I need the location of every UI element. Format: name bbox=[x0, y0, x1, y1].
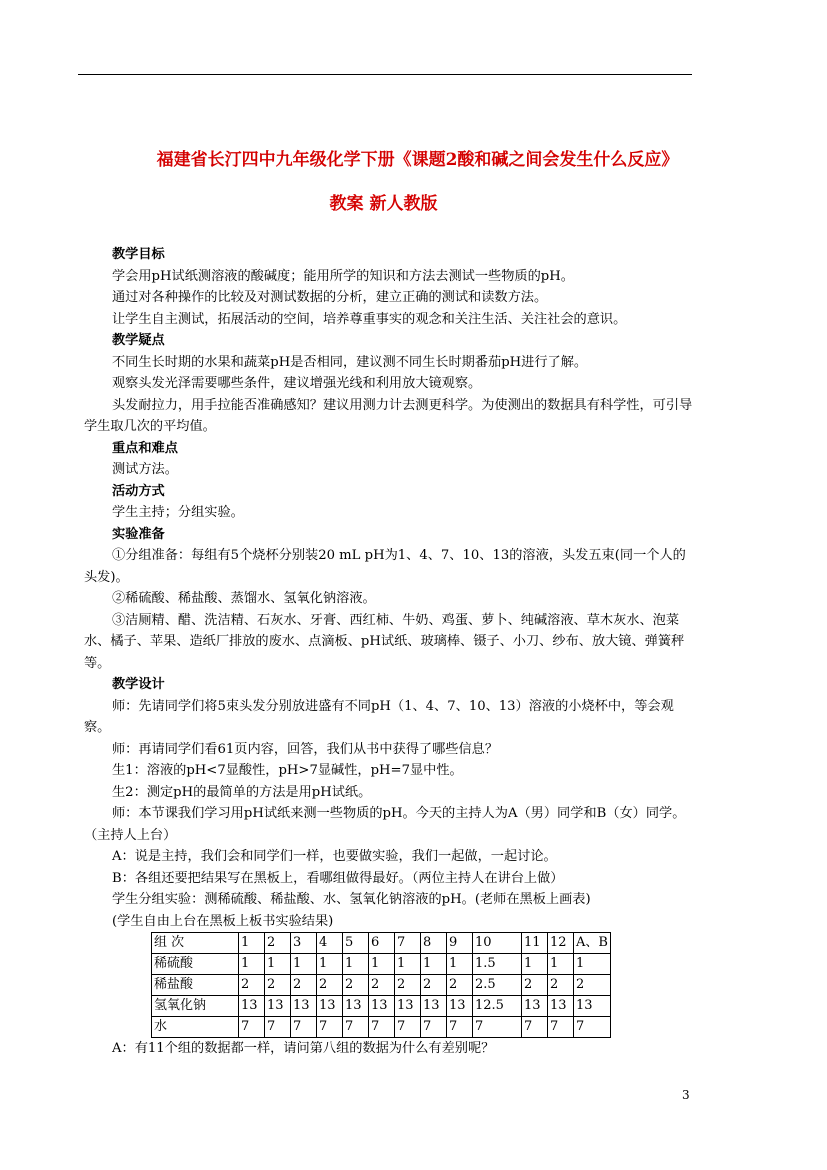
table-cell: 2 bbox=[317, 975, 343, 996]
paragraph: B：各组还要把结果写在黑板上，看哪组做得最好。（两位主持人在讲台上做） bbox=[112, 870, 564, 886]
paragraph: A：说是主持，我们会和同学们一样，也要做实验，我们一起做，一起讨论。 bbox=[112, 849, 557, 864]
table-cell: 1 bbox=[369, 954, 395, 975]
table-cell: 7 bbox=[291, 1017, 317, 1038]
table-cell: 1 bbox=[239, 933, 265, 954]
section-heading-prep: 实验准备 bbox=[112, 526, 165, 542]
table-cell: 13 bbox=[291, 996, 317, 1017]
table-cell: 组 次 bbox=[152, 933, 239, 954]
table-cell: 2 bbox=[522, 975, 548, 996]
paragraph: 生1：溶液的pH<7显酸性，pH>7显碱性，pH=7显中性。 bbox=[112, 763, 463, 778]
table-cell: 13 bbox=[343, 996, 369, 1017]
paragraph: ③洁厕精、醋、洗洁精、石灰水、牙膏、西红柿、牛奶、鸡蛋、萝卜、纯碱溶液、草木灰水、泡菜水、橘子、苹果、造纸厂排放的废水、点滴板、pH试纸、玻璃棒、镊子、小刀、纱布、放大镜、弹簧秤等。 bbox=[84, 612, 685, 671]
table-row bbox=[152, 975, 611, 996]
table-cell: 10 bbox=[473, 933, 522, 954]
table-cell: 2 bbox=[239, 975, 265, 996]
table-cell: 13 bbox=[317, 996, 343, 1017]
table-cell: 1.5 bbox=[473, 954, 522, 975]
table-cell: 13 bbox=[447, 996, 473, 1017]
table-cell: 4 bbox=[317, 933, 343, 954]
table-cell: 13 bbox=[265, 996, 291, 1017]
table-note: (学生自由上台在黑板上板书实验结果) bbox=[112, 913, 334, 929]
paragraph: ①分组准备：每组有5个烧杯分别装20 mL pH为1、4、7、10、13的溶液，头发五束(同一个人的头发)。 bbox=[84, 548, 686, 585]
table-cell: 1 bbox=[265, 954, 291, 975]
table-cell: 12 bbox=[548, 933, 574, 954]
header-rule bbox=[78, 74, 692, 75]
table-cell: 7 bbox=[369, 1017, 395, 1038]
table-cell: 8 bbox=[421, 933, 447, 954]
paragraph: ②稀硫酸、稀盐酸、蒸馏水、氢氧化钠溶液。 bbox=[112, 591, 376, 606]
table-cell: 13 bbox=[548, 996, 574, 1017]
paragraph: 观察头发光泽需要哪些条件，建议增强光线和利用放大镜观察。 bbox=[112, 376, 482, 391]
table-cell: 12.5 bbox=[473, 996, 522, 1017]
section-heading-design: 教学设计 bbox=[112, 677, 165, 692]
table-cell: 2 bbox=[548, 975, 574, 996]
table-cell: 2 bbox=[265, 933, 291, 954]
document-title-line1: 福建省长汀四中九年级化学下册《课题2酸和碱之间会发生什么反应》 bbox=[156, 150, 679, 170]
document-body bbox=[84, 244, 696, 1060]
table-row bbox=[152, 996, 611, 1017]
table-cell: 13 bbox=[239, 996, 265, 1017]
paragraph: 师：本节课我们学习用pH试纸来测一些物质的pH。今天的主持人为A（男）同学和B（女）同学。（主持人上台） bbox=[84, 806, 686, 843]
table-cell: 2 bbox=[447, 975, 473, 996]
table-cell: 稀硫酸 bbox=[152, 954, 239, 975]
table-cell: 1 bbox=[343, 954, 369, 975]
table-cell: 13 bbox=[395, 996, 421, 1017]
table-cell: 7 bbox=[395, 1017, 421, 1038]
table-cell: 9 bbox=[447, 933, 473, 954]
table-row bbox=[152, 1017, 611, 1038]
paragraph: 师：先请同学们将5束头发分别放进盛有不同pH（1、4、7、10、13）溶液的小烧杯中，等会观察。 bbox=[84, 698, 674, 735]
table-cell: 1 bbox=[548, 954, 574, 975]
table-cell: 氢氧化钠 bbox=[152, 996, 239, 1017]
table-cell: 13 bbox=[421, 996, 447, 1017]
paragraph: 不同生长时期的水果和蔬菜pH是否相同，建议测不同生长时期番茄pH进行了解。 bbox=[112, 354, 588, 370]
paragraph: 师：再请同学们看61页内容，回答，我们从书中获得了哪些信息？ bbox=[112, 741, 499, 757]
table-cell: 2 bbox=[343, 975, 369, 996]
table-cell: 7 bbox=[317, 1017, 343, 1038]
table-cell: 2 bbox=[574, 975, 611, 996]
table-cell: 3 bbox=[291, 933, 317, 954]
table-cell: 2 bbox=[369, 975, 395, 996]
table-cell: 1 bbox=[574, 954, 611, 975]
table-cell: 2.5 bbox=[473, 975, 522, 996]
table-cell: 1 bbox=[291, 954, 317, 975]
table-header-row bbox=[152, 933, 611, 954]
document-title-line2: 教案 新人教版 bbox=[329, 194, 438, 214]
table-cell: 7 bbox=[395, 933, 421, 954]
table-cell: 1 bbox=[395, 954, 421, 975]
table-cell: 2 bbox=[421, 975, 447, 996]
table-cell: 7 bbox=[447, 1017, 473, 1038]
table-cell: A、B bbox=[574, 933, 611, 954]
paragraph: 头发耐拉力，用手拉能否准确感知？建议用测力计去测更科学。为使测出的数据具有科学性，可引导学生取几次的平均值。 bbox=[84, 397, 693, 434]
paragraph: 测试方法。 bbox=[112, 462, 178, 477]
table-cell: 7 bbox=[574, 1017, 611, 1038]
table-cell: 2 bbox=[395, 975, 421, 996]
paragraph: 学生分组实验：测稀硫酸、稀盐酸、水、氢氧化钠溶液的pH。(老师在黑板上画表) bbox=[112, 892, 591, 907]
paragraph: 生2：测定pH的最简单的方法是用pH试纸。 bbox=[112, 784, 372, 800]
section-heading-questions: 教学疑点 bbox=[112, 333, 165, 348]
table-cell: 11 bbox=[522, 933, 548, 954]
section-heading-key-points: 重点和难点 bbox=[112, 440, 178, 456]
table-cell: 2 bbox=[265, 975, 291, 996]
table-cell: 2 bbox=[291, 975, 317, 996]
table-cell: 1 bbox=[317, 954, 343, 975]
table-cell: 稀盐酸 bbox=[152, 975, 239, 996]
paragraph: 学生主持；分组实验。 bbox=[112, 505, 244, 520]
table-cell: 6 bbox=[369, 933, 395, 954]
paragraph: 学会用pH试纸测溶液的酸碱度；能用所学的知识和方法去测试一些物质的pH。 bbox=[112, 268, 574, 284]
table-cell: 5 bbox=[343, 933, 369, 954]
table-cell: 7 bbox=[473, 1017, 522, 1038]
paragraph: 通过对各种操作的比较及对测试数据的分析，建立正确的测试和读数方法。 bbox=[112, 290, 548, 305]
table-cell: 1 bbox=[421, 954, 447, 975]
table-cell: 7 bbox=[343, 1017, 369, 1038]
table-cell: 7 bbox=[548, 1017, 574, 1038]
table-cell: 1 bbox=[239, 954, 265, 975]
table-cell: 13 bbox=[522, 996, 548, 1017]
page-number: 3 bbox=[682, 1088, 690, 1102]
table-cell: 7 bbox=[265, 1017, 291, 1038]
table-cell: 7 bbox=[421, 1017, 447, 1038]
table-cell: 13 bbox=[574, 996, 611, 1017]
table-cell: 1 bbox=[447, 954, 473, 975]
table-cell: 1 bbox=[522, 954, 548, 975]
table-cell: 7 bbox=[522, 1017, 548, 1038]
paragraph: A：有11个组的数据都一样，请问第八组的数据为什么有差别呢？ bbox=[112, 1041, 495, 1056]
section-heading-activity: 活动方式 bbox=[112, 483, 165, 499]
table-row bbox=[152, 954, 611, 975]
section-heading-objectives: 教学目标 bbox=[112, 247, 165, 262]
table-cell: 13 bbox=[369, 996, 395, 1017]
paragraph: 让学生自主测试，拓展活动的空间，培养尊重事实的观念和关注生活、关注社会的意识。 bbox=[112, 311, 627, 327]
results-table bbox=[151, 932, 611, 1038]
table-cell: 水 bbox=[152, 1017, 239, 1038]
table-cell: 7 bbox=[239, 1017, 265, 1038]
